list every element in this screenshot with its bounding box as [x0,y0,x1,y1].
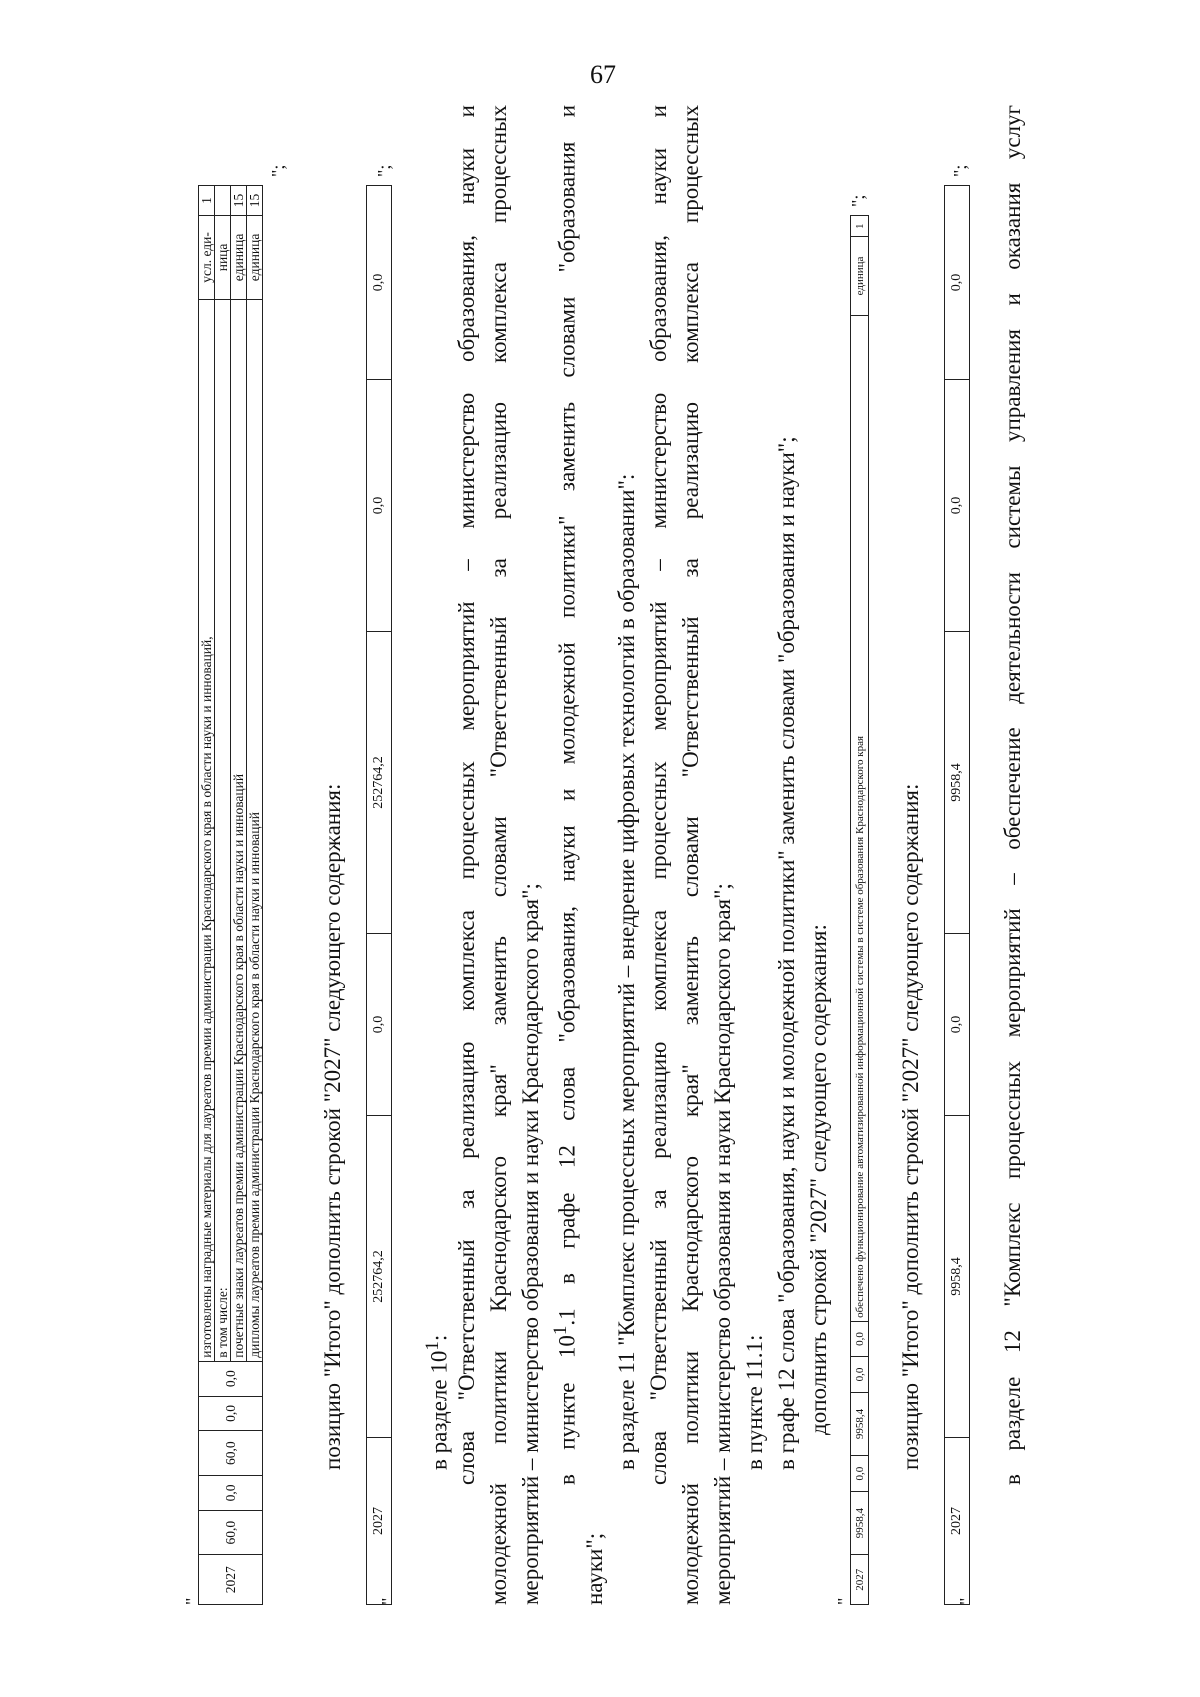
t4-cell: 0,0 [945,934,970,1116]
section-11-line1: слова "Ответственный за реализацию комплекса процессных мероприятий – министерство образования, науки и [646,105,671,1485]
section-10-1-line1: слова "Ответственный за реализацию комплекса процессных мероприятий – министерство образования, науки и [454,105,479,1485]
quote-close: "; [268,164,288,177]
t1-row-qty: 15 [247,186,263,216]
t3-value: 9958,4 [851,1392,869,1456]
section-11-point: в пункте 11.1: [742,1334,767,1470]
t1-row-qty: 1 [199,186,215,216]
quote-close: "; [848,194,868,207]
t2-cell: 0,0 [367,380,392,632]
section-11-line2: молодежной политики Краснодарского края" заменить словами "Ответственный за реализацию комплекса процессных [678,105,703,1605]
t1-row-label: изготовлены наградные материалы для лауреатов премии администрации Краснодарского края в области науки и инноваций, [199,299,215,1361]
quote-open: " [956,1597,976,1605]
itogo-table-1 [366,185,392,1605]
section-11-graph: в графе 12 слова "образования, науки и молодежной политики" заменить словами "образования и науки"; [774,436,799,1470]
t1-year: 2027 [199,1555,263,1605]
section-10-1-heading: в разделе $10^1$: [422,1334,452,1470]
itogo-paragraph-1: позицию "Итого" дополнить строкой "2027" следующего содержания: [320,783,345,1470]
t1-row-unit: единица [231,215,247,299]
t3-unit: единица [851,237,869,315]
t4-cell: 9958,4 [945,1116,970,1438]
t1-row-unit: ница [215,215,231,299]
t1-row-qty: 15 [231,186,247,216]
t3-value: 0,0 [851,1357,869,1392]
awards-table [198,185,263,1605]
t1-row-unit: усл. еди- [199,215,215,299]
t4-cell: 0,0 [945,380,970,632]
t4-cell: 9958,4 [945,632,970,934]
section-10-1-line3: мероприятий – министерство образования и науки Краснодарского края"; [518,883,543,1605]
t2-cell: 0,0 [367,186,392,380]
ais-table [850,215,869,1605]
section-11-add: дополнить строкой "2027" следующего содержания: [806,924,831,1435]
t3-value: 0,0 [851,1456,869,1491]
t2-cell: 0,0 [367,934,392,1116]
t3-label: обеспечено функционирование автоматизированной информационной системы в системе образования Краснодарского края [851,315,869,1321]
quote-close: "; [374,164,394,177]
t1-row-label: дипломы лауреатов премии администрации Краснодарского края в области науки и инноваций [247,299,263,1361]
section-12-line: в разделе 12 "Комплекс процессных мероприятий – обеспечение деятельности системы управления и оказания услуг [1000,105,1025,1485]
t1-value: 0,0 [199,1476,263,1511]
quote-open: " [182,1597,202,1605]
t1-row-qty [215,186,231,216]
t3-qty: 1 [851,216,869,237]
t2-cell: 252764,2 [367,1116,392,1438]
section-10-1-line2: молодежной политики Краснодарского края" заменить словами "Ответственный за реализацию комплекса процессных [486,105,511,1605]
t4-cell: 0,0 [945,186,970,380]
t1-row-unit: единица [247,215,263,299]
section-11-line3: мероприятий – министерство образования и науки Краснодарского края"; [710,883,735,1605]
itogo-table-2 [944,185,970,1605]
t4-cell: 2027 [945,1438,970,1605]
section-10-1-point-end: науки"; [582,1532,607,1605]
rotated-content [170,105,1170,1605]
t1-value: 60,0 [199,1431,263,1476]
t2-cell: 252764,2 [367,632,392,934]
t1-value: 0,0 [199,1396,263,1431]
t3-value: 9958,4 [851,1491,869,1555]
itogo-paragraph-2: позицию "Итого" дополнить строкой "2027" следующего содержания: [898,783,923,1470]
section-11-heading: в разделе 11 "Комплекс процессных мероприятий – внедрение цифровых технологий в образовании": [614,473,639,1470]
t1-value: 0,0 [199,1361,263,1396]
t2-cell: 2027 [367,1438,392,1605]
t3-value: 2027 [851,1555,869,1605]
quote-close: "; [950,164,970,177]
t1-row-label: почетные знаки лауреатов премии администрации Краснодарского края в области науки и инноваций [231,299,247,1361]
t3-value: 0,0 [851,1321,869,1356]
page-number: 67 [590,60,616,89]
t1-row-label: в том числе: [215,299,231,1361]
section-10-1-point: в пункте $10^1.1$ в графе 12 слова "образования, науки и молодежной политики" заменить словами "образования и [550,105,580,1485]
quote-open: " [834,1597,854,1605]
quote-open: " [378,1597,398,1605]
t1-value: 60,0 [199,1510,263,1555]
